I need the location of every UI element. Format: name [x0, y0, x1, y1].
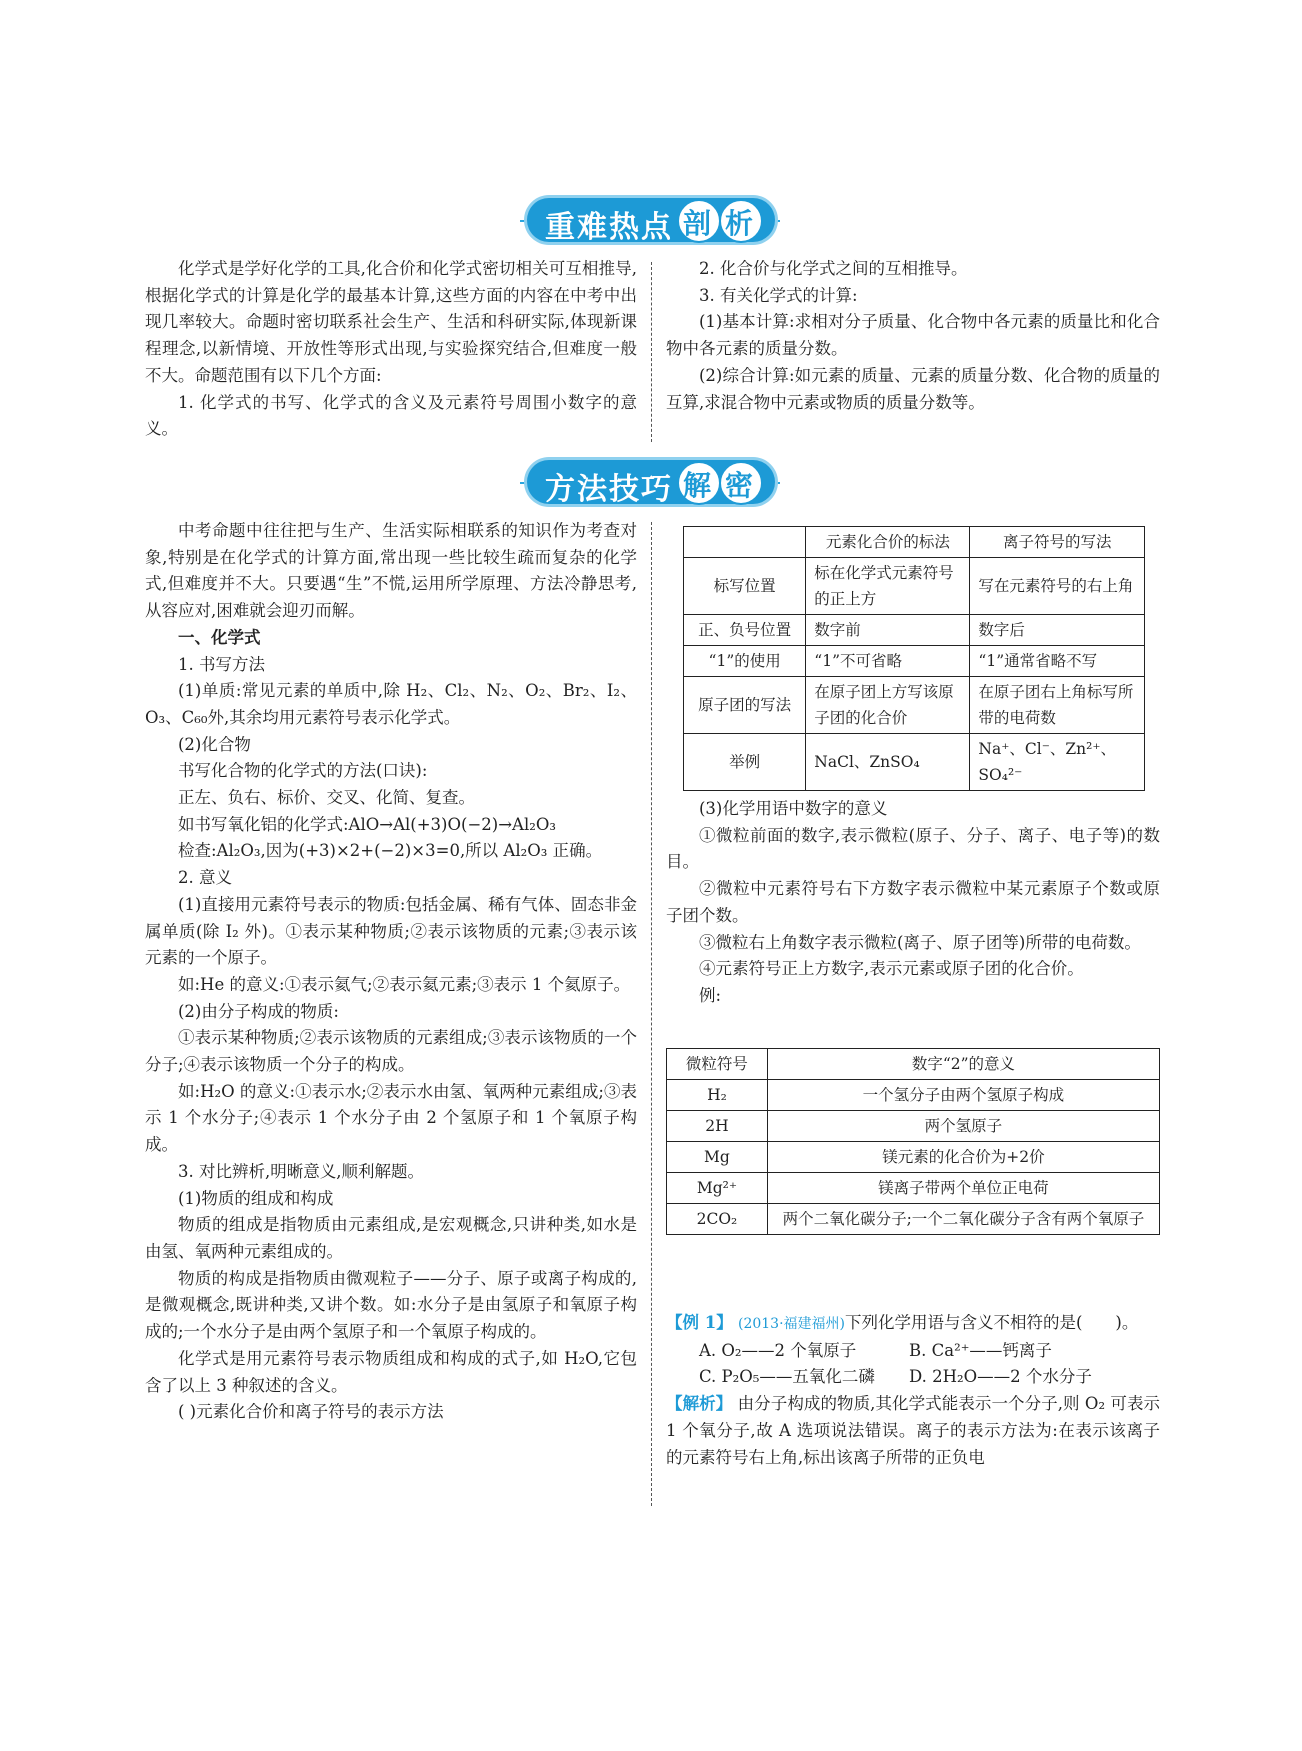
table-row: [684, 646, 1145, 677]
example-source: (2013·福建福州): [737, 1316, 845, 1332]
valence-ion-table: [683, 526, 1145, 791]
banner-char: 解: [683, 469, 712, 502]
table-cell: “1”的使用: [684, 646, 806, 677]
table-cell: H₂: [667, 1080, 768, 1111]
table-cell: 数字后: [970, 615, 1145, 646]
table-cell: Na⁺、Cl⁻、Zn²⁺、SO₄²⁻: [970, 734, 1145, 791]
paragraph: ①表示某种物质;②表示该物质的元素组成;③表示该物质的一个分子;④表示该物质一个分子的构成。: [145, 1028, 637, 1075]
paragraph: 例:: [699, 985, 722, 1005]
section1-left-column: [145, 256, 637, 443]
table-cell: 标在化学式元素符号的正上方: [806, 558, 970, 615]
section-banner-2: [0, 460, 1302, 506]
banner-title: 方法技巧: [545, 472, 673, 507]
option-c: C. P₂O₅——五氧化二磷: [699, 1367, 875, 1387]
table-cell: Mg: [667, 1142, 768, 1173]
paragraph: 化学式是学好化学的工具,化合价和化学式密切相关可互相推导,根据化学式的计算是化学的最基本计算,这些方面的内容在中考中出现几率较大。命题时密切联系社会生产、生活和科研实际,体现新课程理念,以新情境、开放性等形式出现,与实验探究结合,但难度一般不大。命题范围有以下几个方面:: [145, 259, 637, 385]
table-cell: “1”不可省略: [806, 646, 970, 677]
paragraph: (1)物质的组成和构成: [178, 1188, 334, 1208]
table-cell: 在原子团上方写该原子团的化合价: [806, 677, 970, 734]
table-row: [667, 1080, 1160, 1111]
section2-left-column: [145, 518, 637, 1426]
table-cell: NaCl、ZnSO₄: [806, 734, 970, 791]
paragraph: (1)基本计算:求相对分子质量、化合物中各元素的质量比和化合物中各元素的质量分数。: [666, 312, 1160, 359]
table-cell: 数字“2”的意义: [767, 1049, 1159, 1080]
banner-char: 剖: [683, 207, 712, 240]
table-row: [684, 615, 1145, 646]
paragraph: 如:He 的意义:①表示氦气;②表示氦元素;③表示 1 个氦原子。: [178, 974, 631, 994]
example-options-row: [666, 1338, 1160, 1365]
table-cell: 一个氢分子由两个氢原子构成: [767, 1080, 1159, 1111]
paragraph: 1. 化学式的书写、化学式的含义及元素符号周围小数字的意义。: [145, 392, 637, 439]
table-cell: 原子团的写法: [684, 677, 806, 734]
paragraph: (2)综合计算:如元素的质量、元素的质量分数、化合物的质量的互算,求混合物中元素或物质的质量分数等。: [666, 365, 1160, 412]
number-meaning-table: [666, 1048, 1160, 1235]
example-question-text: 下列化学用语与含义不相符的是( )。: [845, 1313, 1139, 1332]
paragraph: ④元素符号正上方数字,表示元素或原子团的化合价。: [699, 959, 1084, 979]
paragraph: (2)化合物: [178, 734, 251, 754]
section1-right-column: [666, 256, 1160, 416]
paragraph: 一、化学式: [178, 627, 261, 647]
table-cell: “1”通常省略不写: [970, 646, 1145, 677]
banner-char: 密: [725, 469, 754, 502]
table-row: [667, 1142, 1160, 1173]
paragraph: 正左、负右、标价、交叉、化简、复查。: [178, 788, 475, 808]
table-row: [667, 1111, 1160, 1142]
paragraph: 2. 化合价与化学式之间的互相推导。: [699, 259, 968, 278]
paragraph: (1)直接用元素符号表示的物质:包括金属、稀有气体、固态非金属单质(除 I₂ 外)。①表示某种物质;②表示该物质的元素;③表示该元素的一个原子。: [145, 894, 637, 968]
table-cell: 正、负号位置: [684, 615, 806, 646]
example-options-row: [666, 1364, 1160, 1391]
banner-char: 析: [725, 207, 754, 240]
paragraph: ③微粒右上角数字表示微粒(离子、原子团等)所带的电荷数。: [699, 932, 1141, 952]
table-cell: 元素化合价的标法: [806, 527, 970, 558]
analysis-text: 由分子构成的物质,其化学式能表示一个分子,则 O₂ 可表示 1 个氧分子,故 A 选项说法错误。离子的表示方法为:在表示该离子的元素符号右上角,标出该离子所带的正负电: [666, 1394, 1161, 1467]
paragraph: (2)由分子构成的物质:: [178, 1001, 339, 1021]
table-cell: 微粒符号: [667, 1049, 768, 1080]
example-question: [666, 1310, 1160, 1338]
paragraph: 中考命题中往往把与生产、生活实际相联系的知识作为考查对象,特别是在化学式的计算方面,常出现一些比较生疏而复杂的化学式,但难度并不大。只要遇“生”不慌,运用所学原理、方法冷静思考,从容应对,困难就会迎刃而解。: [145, 521, 637, 621]
option-d: D. 2H₂O——2 个水分子: [909, 1367, 1092, 1387]
table-header-row: [684, 527, 1145, 558]
table-row: [684, 734, 1145, 791]
paragraph: 化学式是用元素符号表示物质组成和构成的式子,如 H₂O,它包含了以上 3 种叙述的含义。: [145, 1348, 637, 1395]
paragraph: 物质的构成是指物质由微观粒子——分子、原子或离子构成的,是微观概念,既讲种类,又讲个数。如:水分子是由氢原子和氧原子构成的;一个水分子是由两个氢原子和一个氧原子构成的。: [145, 1268, 637, 1342]
paragraph: 如书写氧化铝的化学式:AlO→Al(+3)O(−2)→Al₂O₃: [178, 814, 556, 834]
paragraph: 3. 有关化学式的计算:: [699, 285, 858, 305]
table-row: [684, 677, 1145, 734]
paragraph: 物质的组成是指物质由元素组成,是宏观概念,只讲种类,如水是由氢、氧两种元素组成的。: [145, 1215, 637, 1261]
table-cell: 写在元素符号的右上角: [970, 558, 1145, 615]
table-cell: 标写位置: [684, 558, 806, 615]
section2-right-column: [666, 796, 1160, 1010]
paragraph: 2. 意义: [178, 868, 232, 888]
table-cell: 数字前: [806, 615, 970, 646]
table-cell: 两个氢原子: [767, 1111, 1159, 1142]
table-cell: 2CO₂: [667, 1204, 768, 1235]
analysis: [666, 1391, 1160, 1471]
table-cell: 离子符号的写法: [970, 527, 1145, 558]
table-cell: Mg²⁺: [667, 1173, 768, 1204]
table-cell: 2H: [667, 1111, 768, 1142]
column-divider: [651, 262, 652, 442]
paragraph: ①微粒前面的数字,表示微粒(原子、分子、离子、电子等)的数目。: [666, 825, 1160, 872]
table-row: [684, 558, 1145, 615]
example-block: [666, 1310, 1160, 1471]
table-cell: [684, 527, 806, 558]
paragraph: 如:H₂O 的意义:①表示水;②表示水由氢、氧两种元素组成;③表示 1 个水分子;④表示 1 个水分子由 2 个氢原子和 1 个氧原子构成。: [145, 1081, 637, 1155]
paragraph: 书写化合物的化学式的方法(口诀):: [178, 761, 428, 781]
analysis-tag: 【解析】: [666, 1394, 733, 1414]
paragraph: 检查:Al₂O₃,因为(+3)×2+(−2)×3=0,所以 Al₂O₃ 正确。: [178, 841, 603, 861]
option-a: A. O₂——2 个氧原子: [699, 1340, 857, 1360]
table-cell: 在原子团右上角标写所带的电荷数: [970, 677, 1145, 734]
column-divider: [651, 522, 652, 1506]
table-cell: 镁元素的化合价为+2价: [767, 1142, 1159, 1173]
paragraph: ②微粒中元素符号右下方数字表示微粒中某元素原子个数或原子团个数。: [666, 879, 1160, 925]
paragraph: (1)单质:常见元素的单质中,除 H₂、Cl₂、N₂、O₂、Br₂、I₂、O₃、C₆₀外,其余均用元素符号表示化学式。: [145, 681, 637, 727]
table-row: [667, 1204, 1160, 1235]
banner-title: 重难热点: [545, 210, 673, 245]
table-row: [667, 1173, 1160, 1204]
table-header-row: [667, 1049, 1160, 1080]
table-cell: 两个二氧化碳分子;一个二氧化碳分子含有两个氧原子: [767, 1204, 1159, 1235]
table-cell: 镁离子带两个单位正电荷: [767, 1173, 1159, 1204]
paragraph: 3. 对比辨析,明晰意义,顺利解题。: [178, 1161, 424, 1181]
example-tag: 【例 1】: [666, 1313, 733, 1332]
section-banner-1: [0, 198, 1302, 244]
table-cell: 举例: [684, 734, 806, 791]
paragraph: (3)化学用语中数字的意义: [699, 799, 888, 818]
paragraph: ( )元素化合价和离子符号的表示方法: [178, 1402, 444, 1422]
option-b: B. Ca²⁺——钙离子: [909, 1340, 1052, 1360]
paragraph: 1. 书写方法: [178, 654, 265, 674]
